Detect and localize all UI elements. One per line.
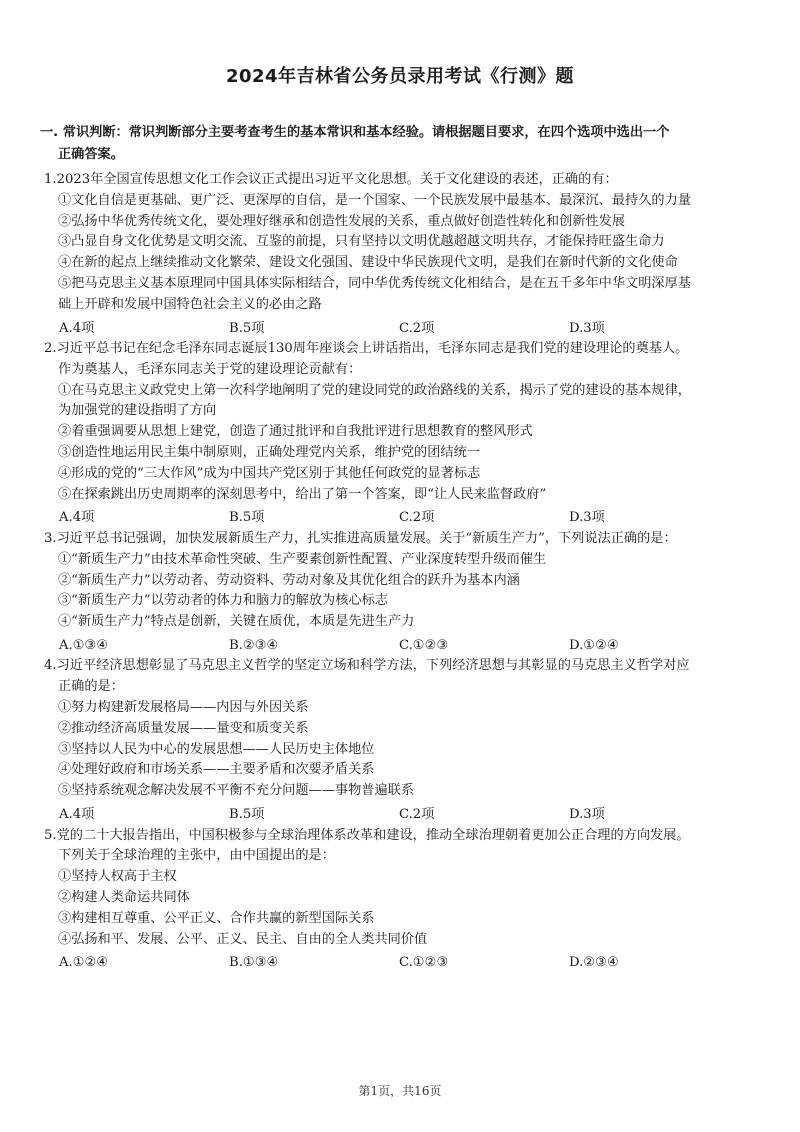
- question-line: ①坚持人权高于主权: [58, 869, 177, 885]
- question-line: ②推动经济高质量发展——量变和质变关系: [58, 720, 309, 736]
- question-line: ④处理好政府和市场关系——主要矛盾和次要矛盾关系: [58, 762, 375, 778]
- answer-option-b[interactable]: B.①③④: [229, 955, 279, 971]
- question-5: [44, 826, 760, 974]
- answer-option-a[interactable]: A.4项: [59, 320, 95, 336]
- section-instructions-line-1: 一. 常识判断：常识判断部分主要考查考生的基本常识和基本经验。请根据题目要求，在四个选项中选出一个: [40, 125, 670, 140]
- answer-options: [44, 635, 760, 657]
- question-line: ⑤在探索跳出历史周期率的深刻思考中，给出了第一个答案，即“让人民来监督政府”: [58, 486, 547, 502]
- answer-option-b[interactable]: B.5项: [229, 320, 265, 336]
- answer-option-c[interactable]: C.①②③: [399, 637, 449, 653]
- question-line: 为加强党的建设指明了方向: [58, 403, 217, 419]
- question-stem: 2.习近平总书记在纪念毛泽东同志诞辰130周年座谈会上讲话指出，毛泽东同志是我们党的建设理论的奠基人。: [44, 341, 689, 357]
- section-instructions: [40, 122, 760, 166]
- answer-option-a[interactable]: A.4项: [59, 807, 95, 823]
- question-stem: 3.习近平总书记强调，加快发展新质生产力，扎实推进高质量发展。关于“新质生产力”，下列说法正确的是：: [44, 530, 677, 546]
- answer-option-a[interactable]: A.①③④: [59, 637, 109, 653]
- question-line: ③坚持以人民为中心的发展思想——人民历史主体地位: [58, 741, 375, 757]
- question-3: [44, 529, 760, 656]
- question-line: ③创造性地运用民主集中制原则，正确处理党内关系，维护党的团结统一: [58, 445, 480, 461]
- question-4: [44, 656, 760, 825]
- answer-option-b[interactable]: B.5项: [229, 510, 265, 526]
- page-footer: 第1页，共16页: [358, 1084, 442, 1098]
- answer-option-d[interactable]: D.①②④: [569, 637, 619, 653]
- question-line: ①文化自信是更基础、更广泛、更深厚的自信，是一个国家、一个民族发展中最基本、最深沉、最持久的力量: [58, 192, 691, 208]
- answer-option-a[interactable]: A.4项: [59, 510, 95, 526]
- question-line: ②着重强调要从思想上建党，创造了通过批评和自我批评进行思想教育的整风形式: [58, 424, 533, 440]
- question-stem: 1.2023年全国宣传思想文化工作会议正式提出习近平文化思想。关于文化建设的表述，正确的有：: [44, 172, 618, 187]
- answer-option-b[interactable]: B.②③④: [229, 637, 279, 653]
- question-list: [44, 170, 760, 974]
- question-line: ①“新质生产力”由技术革命性突破、生产要素创新性配置、产业深度转型升级而催生: [58, 551, 547, 567]
- question-line: ①努力构建新发展格局——内因与外因关系: [58, 700, 309, 716]
- question-line: ③构建相互尊重、公平正义、合作共赢的新型国际关系: [58, 910, 375, 926]
- question-line: ①在马克思主义政党史上第一次科学地阐明了党的建设同党的政治路线的关系，揭示了党的建设的基本规律，: [58, 382, 691, 398]
- answer-option-c[interactable]: C.2项: [399, 807, 435, 823]
- page-title: 2024年吉林省公务员录用考试《行测》题: [225, 66, 575, 87]
- question-1: [44, 170, 760, 339]
- question-line: ②“新质生产力”以劳动者、劳动资料、劳动对象及其优化组合的跃升为基本内涵: [58, 572, 520, 588]
- section-instructions-line-2: 正确答案。: [58, 147, 124, 162]
- question-stem: 5.党的二十大报告指出，中国积极参与全球治理体系改革和建设，推动全球治理朝着更加公正合理的方向发展。: [44, 827, 690, 843]
- question-line: ⑤把马克思主义基本原理同中国具体实际相结合，同中华优秀传统文化相结合，是在五千多年中华文明深厚基: [58, 275, 691, 291]
- answer-options: [44, 318, 760, 340]
- question-line: ④“新质生产力”特点是创新，关键在质优，本质是先进生产力: [58, 614, 415, 630]
- question-line: 正确的是：: [58, 679, 124, 695]
- question-line: 础上开辟和发展中国特色社会主义的必由之路: [58, 296, 322, 312]
- answer-option-c[interactable]: C.2项: [399, 320, 435, 336]
- question-stem: 4.习近平经济思想彰显了马克思主义哲学的坚定立场和科学方法，下列经济思想与其彰显的马克思主义哲学对应: [44, 658, 690, 674]
- question-line: ⑤坚持系统观念解决发展不平衡不充分问题——事物普遍联系: [58, 783, 415, 799]
- answer-option-d[interactable]: D.3项: [569, 320, 605, 336]
- question-line: ④形成的党的“三大作风”成为中国共产党区别于其他任何政党的显著标志: [58, 465, 481, 481]
- answer-options: [44, 507, 760, 529]
- answer-option-d[interactable]: D.3项: [569, 510, 605, 526]
- answer-option-d[interactable]: D.3项: [569, 807, 605, 823]
- answer-option-b[interactable]: B.5项: [229, 807, 265, 823]
- question-2: [44, 339, 760, 529]
- question-line: 下列关于全球治理的主张中，由中国提出的是：: [58, 848, 335, 864]
- answer-options: [44, 952, 760, 974]
- question-line: ②构建人类命运共同体: [58, 889, 190, 905]
- answer-option-c[interactable]: C.2项: [399, 510, 435, 526]
- question-line: ③“新质生产力”以劳动者的体力和脑力的解放为核心标志: [58, 593, 388, 609]
- answer-option-a[interactable]: A.①②④: [59, 955, 109, 971]
- question-line: ②弘扬中华优秀传统文化，要处理好继承和创造性发展的关系，重点做好创造性转化和创新性发展: [58, 213, 626, 229]
- answer-option-c[interactable]: C.①②③: [399, 955, 449, 971]
- answer-options: [44, 804, 760, 826]
- question-line: ③凸显自身文化优势是文明交流、互鉴的前提，只有坚持以文明优越超越文明共存，才能保持旺盛生命力: [58, 234, 665, 250]
- question-line: 作为奠基人，毛泽东同志关于党的建设理论贡献有：: [58, 361, 362, 377]
- question-line: ④弘扬和平、发展、公平、正义、民主、自由的全人类共同价值: [58, 931, 428, 947]
- answer-option-d[interactable]: D.②③④: [569, 955, 619, 971]
- question-line: ④在新的起点上继续推动文化繁荣、建设文化强国、建设中华民族现代文明，是我们在新时代新的文化使命: [58, 255, 678, 271]
